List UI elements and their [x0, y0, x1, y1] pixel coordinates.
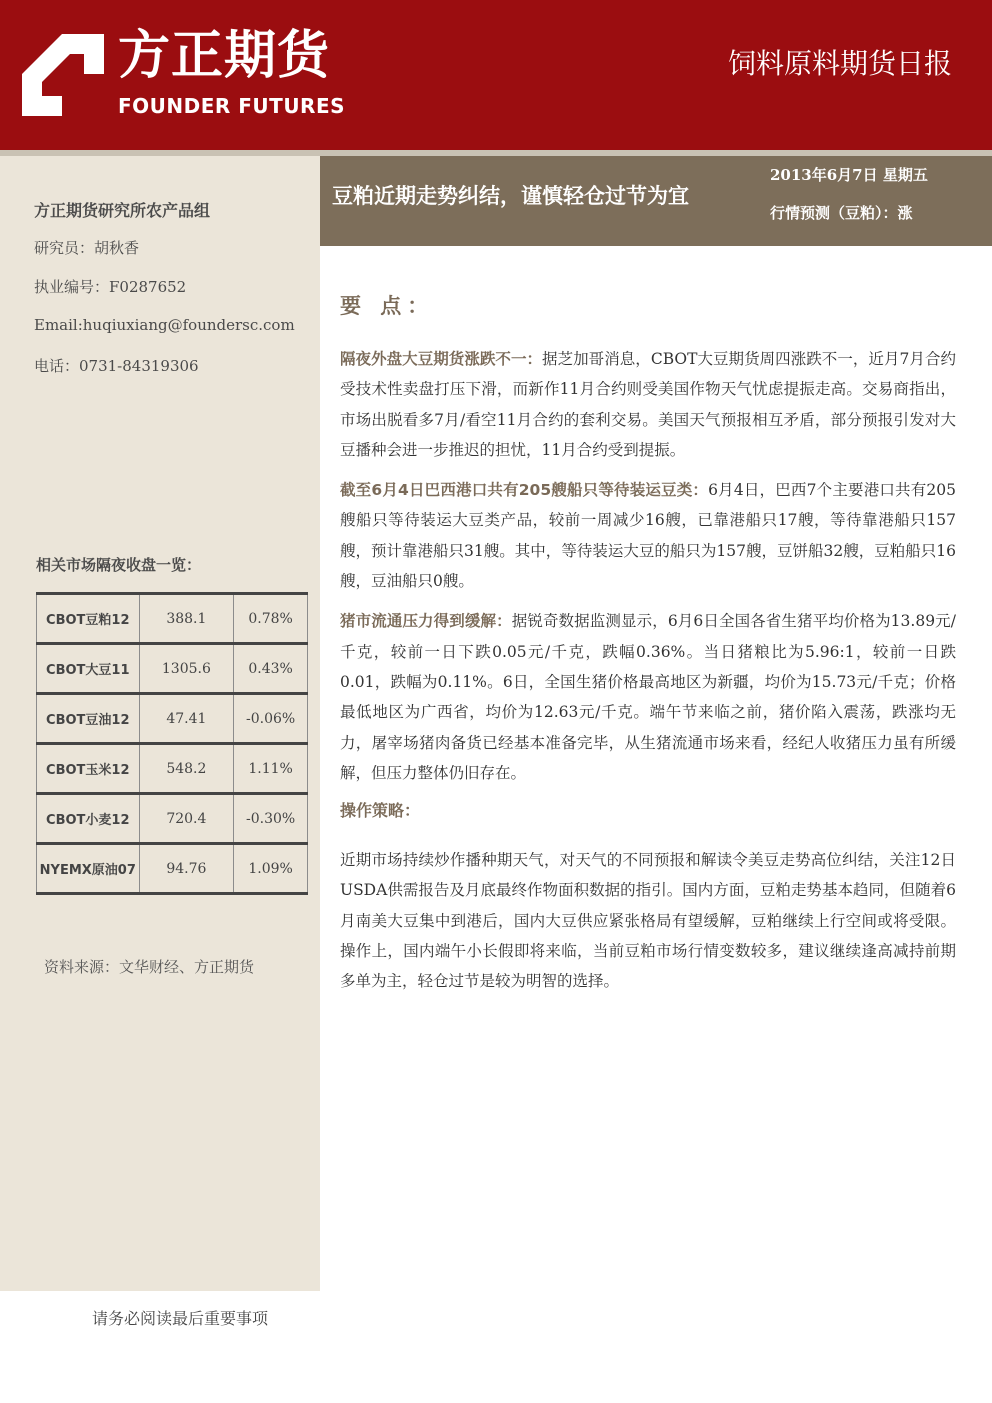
market-change: 0.78%: [234, 594, 308, 644]
table-row: [37, 594, 308, 644]
market-value: 388.1: [139, 594, 234, 644]
market-change: -0.06%: [234, 694, 308, 744]
report-title: 豆粕近期走势纠结，谨慎轻仓过节为宜: [332, 184, 689, 208]
strategy-heading: 操作策略：: [340, 801, 421, 821]
table-row: [37, 844, 308, 894]
license-number: 执业编号：F0287652: [34, 278, 187, 296]
section-paragraph: [340, 475, 956, 596]
section-lead: 猪市流通压力得到缓解：: [340, 612, 512, 631]
market-value: 47.41: [139, 694, 234, 744]
market-change: 1.09%: [234, 844, 308, 894]
researcher: 研究员：胡秋香: [34, 239, 140, 257]
logo-chinese: 方正期货: [118, 26, 331, 86]
table-row: [37, 794, 308, 844]
section-body: 据锐奇数据监测显示，6月6日全国各省生猪平均价格为13.89元/千克，较前一日下跌0.05元/千克，跌幅0.36%。当日猪粮比为5.96:1，较前一日跌0.01，跌幅为0.11%。6日，全国生猪价格最高地区为新疆，均价为15.73元/千克；价格最低地区为广西省，均价为12.63元/千克。端午节来临之前，猪价陷入震荡，跌涨均无力，屠宰场猪肉备货已经基本准备完毕，从生猪流通市场来看，经纪人收猪压力虽有所缓解，但压力整体仍旧存在。: [340, 612, 956, 782]
market-name: CBOT豆油12: [37, 694, 140, 744]
table-row: [37, 744, 308, 794]
section-lead: 隔夜外盘大豆期货涨跌不一：: [340, 350, 543, 368]
email: Email:huqiuxiang@foundersc.com: [34, 316, 295, 334]
strategy-paragraph: 近期市场持续炒作播种期天气，对天气的不同预报和解读令美豆走势高位纠结，关注12日USDA供需报告及月底最终作物面积数据的指引。国内方面，豆粕走势基本趋同，但随着6月南美大豆集中到港后，国内大豆供应紧张格局有望缓解，豆粕继续上行空间或将受限。操作上，国内端午小长假即将来临，当前豆粕市场行情变数较多，建议继续逢高减持前期多单为主，轻仓过节是较为明智的选择。: [340, 851, 956, 991]
market-name: NYEMX原油07: [37, 844, 140, 894]
data-source: 资料来源：文华财经、方正期货: [44, 958, 255, 976]
key-points-heading: 要 点：: [340, 294, 435, 318]
market-change: -0.30%: [234, 794, 308, 844]
org-name: 方正期货研究所农产品组: [34, 201, 211, 220]
report-name: 饲料原料期货日报: [727, 47, 952, 80]
section-paragraph: [340, 344, 956, 465]
market-name: CBOT豆粕12: [37, 594, 140, 644]
market-table: [36, 592, 308, 895]
market-value: 720.4: [139, 794, 234, 844]
market-forecast: 行情预测（豆粕）：涨: [770, 204, 913, 222]
footer-disclaimer-note: 请务必阅读最后重要事项: [92, 1309, 269, 1328]
table-row: [37, 694, 308, 744]
market-value: 94.76: [139, 844, 234, 894]
phone: 电话：0731-84319306: [34, 357, 199, 375]
market-name: CBOT小麦12: [37, 794, 140, 844]
market-change: 1.11%: [234, 744, 308, 794]
market-value: 1305.6: [139, 644, 234, 694]
logo-english: FOUNDER FUTURES: [118, 94, 346, 118]
market-name: CBOT玉米12: [37, 744, 140, 794]
section-body: 6月4日，巴西7个主要港口共有205艘船只等待装运大豆类产品，较前一周减少16艘，已靠港船只17艘，等待靠港船只157艘，预计靠港船只31艘。其中，等待装运大豆的船只为157艘，豆饼船32艘，豆粕船只16艘，豆油船只0艘。: [340, 481, 956, 591]
main-content: [340, 290, 956, 1007]
founder-logo-icon: [22, 34, 104, 116]
market-value: 548.2: [139, 744, 234, 794]
market-change: 0.43%: [234, 644, 308, 694]
section-lead: 截至6月4日巴西港口共有205艘船只等待装运豆类：: [340, 481, 709, 500]
section-body: 据芝加哥消息，CBOT大豆期货周四涨跌不一，近月7月合约受技术性卖盘打压下滑，而新作11月合约则受美国作物天气忧虑提振走高。交易商指出，市场出脱看多7月/看空11月合约的套利交易。美国天气预报相互矛盾，部分预报引发对大豆播种会进一步推迟的担忧，11月合约受到提振。: [340, 350, 956, 459]
section-paragraph: [340, 606, 956, 788]
market-name: CBOT大豆11: [37, 644, 140, 694]
market-table-title: 相关市场隔夜收盘一览：: [36, 556, 202, 574]
table-row: [37, 644, 308, 694]
report-header: [0, 0, 992, 150]
report-date: 2013年6月7日 星期五: [770, 166, 928, 184]
